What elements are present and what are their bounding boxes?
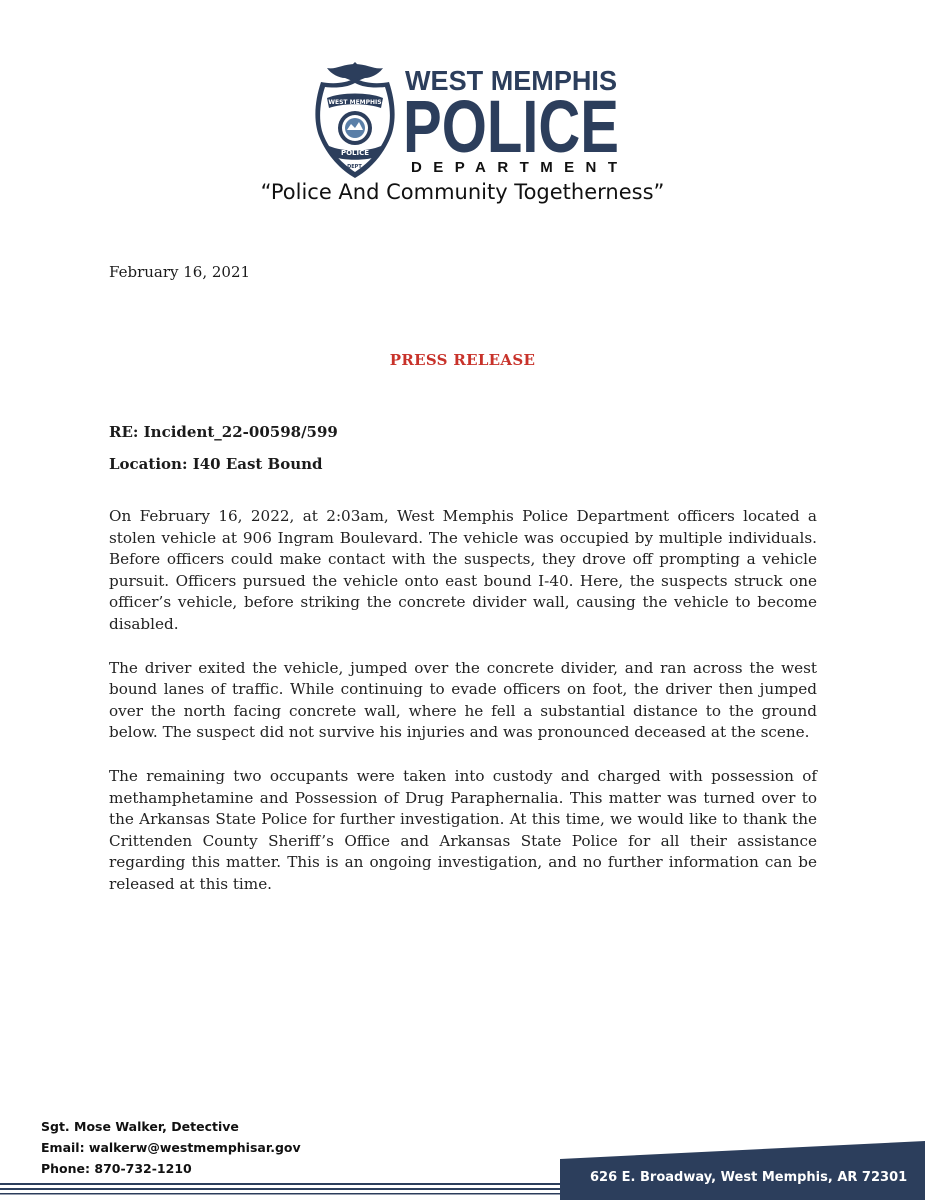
svg-text:WEST MEMPHIS: WEST MEMPHIS — [328, 99, 382, 106]
svg-text:POLICE: POLICE — [403, 85, 619, 168]
release-date: February 16, 2021 — [109, 263, 251, 281]
release-body — [109, 506, 817, 918]
svg-text:POLICE: POLICE — [340, 149, 370, 157]
paragraph: The remaining two occupants were taken into custody and charged with possession of methamphetamine and Possession of Drug Paraphernalia. This matter was turned over to the Arkansas State Police for further investigation. At this time, we would like to thank the Crittenden County Sheriff’s Office and Arkansas State Police for all their assistance regarding this matter. This is an ongoing investigation, and no further information can be released at this time. — [109, 766, 817, 893]
footer-bar — [0, 1135, 925, 1200]
paragraph: On February 16, 2022, at 2:03am, West Memphis Police Department officers located a stolen vehicle at 906 Ingram Boulevard. The vehicle was occupied by multiple individuals. Before officers could make contact with the suspects, they drove off prompting a vehicle pursuit. Officers pursued the vehicle onto east bound I-40. Here, the suspects struck one officer’s vehicle, before striking the concrete divider wall, causing the vehicle to become disabled. — [109, 507, 817, 633]
contact-email: Email: walkerw@westmemphisar.gov — [41, 1140, 301, 1155]
contact-phone: Phone: 870-732-1210 — [41, 1161, 192, 1176]
incident-location: Location: I40 East Bound — [109, 455, 323, 473]
logo-wordmark — [403, 64, 621, 176]
svg-text:DEPARTMENT: DEPARTMENT — [411, 159, 617, 176]
svg-text:WEST MEMPHIS: WEST MEMPHIS — [405, 65, 617, 96]
department-logo — [305, 60, 625, 180]
contact-name: Sgt. Mose Walker, Detective — [41, 1119, 239, 1134]
department-address: 626 E. Broadway, West Memphis, AR 72301 — [590, 1170, 908, 1185]
police-badge-icon — [305, 60, 405, 180]
slogan: “Police And Community Togetherness” — [260, 180, 665, 204]
document-title: PRESS RELEASE — [389, 351, 536, 369]
svg-text:DEPT.: DEPT. — [347, 164, 363, 170]
incident-reference: RE: Incident_22-00598/599 — [109, 423, 338, 441]
letterhead — [0, 0, 925, 220]
paragraph: The driver exited the vehicle, jumped over the concrete divider, and ran across the west bound lanes of traffic. While continuing to evade officers on foot, the driver then jumped over the north facing concrete wall, where he fell a substantial distance to the ground below. The suspect did not survive his injuries and was pronounced deceased at the scene. — [109, 658, 817, 742]
